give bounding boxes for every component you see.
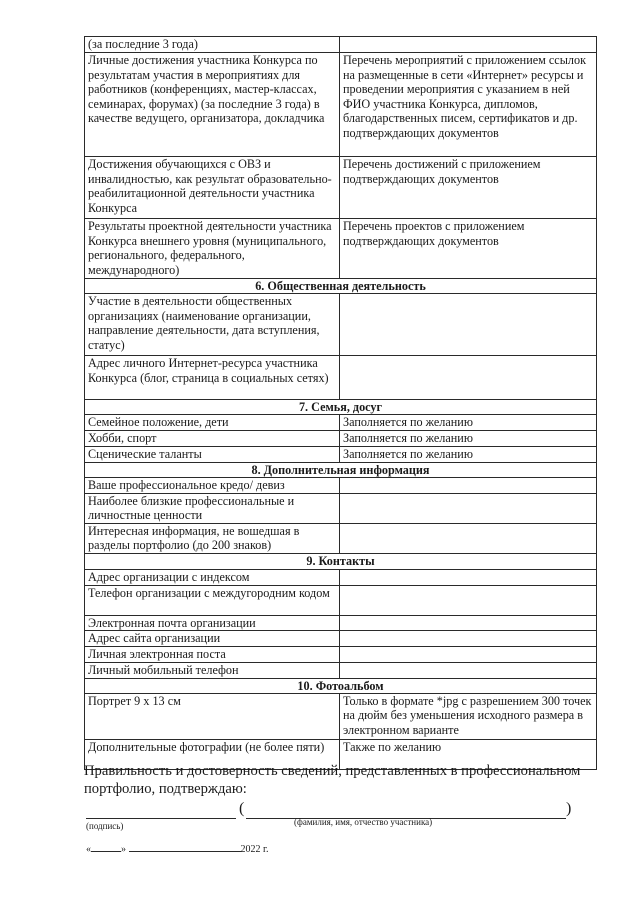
table-row <box>85 569 597 585</box>
criterion-cell: (за последние 3 года) <box>85 37 340 53</box>
requirement-cell: Также по желанию <box>340 739 597 769</box>
section-title: 6. Общественная деятельность <box>85 279 597 294</box>
criterion-cell: Хобби, спорт <box>85 431 340 447</box>
criterion-cell: Адрес организации с индексом <box>85 569 340 585</box>
criterion-cell: Дополнительные фотографии (не более пяти) <box>85 739 340 769</box>
section-header-row <box>85 553 597 569</box>
table-row <box>85 631 597 647</box>
requirement-cell: Заполняется по желанию <box>340 415 597 431</box>
section-header-row <box>85 462 597 477</box>
requirement-cell[interactable] <box>340 631 597 647</box>
section-title: 8. Дополнительная информация <box>85 462 597 477</box>
table-row <box>85 53 597 157</box>
criterion-cell: Достижения обучающихся с ОВЗ и инвалидностью, как результат образовательно- реабилитационной деятельности участника Конкурса <box>85 157 340 219</box>
criterion-cell: Семейное положение, дети <box>85 415 340 431</box>
table-row <box>85 493 597 523</box>
requirement-cell: Только в формате *jpg с разрешением 300 точек на дюйм без уменьшения исходного размера в электронном варианте <box>340 693 597 739</box>
year-text: 2022 г. <box>240 844 269 855</box>
requirement-cell[interactable] <box>340 662 597 678</box>
requirement-cell[interactable] <box>340 493 597 523</box>
requirement-cell[interactable] <box>340 569 597 585</box>
criterion-cell: Телефон организации с междугородним кодом <box>85 585 340 615</box>
table-row <box>85 219 597 279</box>
criterion-cell: Адрес сайта организации <box>85 631 340 647</box>
criterion-cell: Ваше профессиональное кредо/ девиз <box>85 477 340 493</box>
section-title: 9. Контакты <box>85 553 597 569</box>
requirement-cell[interactable] <box>340 356 597 400</box>
table-row <box>85 157 597 219</box>
criterion-cell: Участие в деятельности общественных организациях (наименование организации, направление деятельности, дата вступления, статус) <box>85 294 340 356</box>
full-name-caption: (фамилия, имя, отчество участника) <box>294 817 433 827</box>
table-row <box>85 477 597 493</box>
table-row <box>85 446 597 462</box>
table-row <box>85 647 597 663</box>
criterion-cell: Личная электронная поста <box>85 647 340 663</box>
requirement-cell[interactable] <box>340 585 597 615</box>
table-row <box>85 662 597 678</box>
name-open-paren: ( <box>239 800 245 817</box>
requirement-cell[interactable] <box>340 294 597 356</box>
requirement-cell: Заполняется по желанию <box>340 431 597 447</box>
month-blank[interactable] <box>129 842 241 852</box>
table-row <box>85 523 597 553</box>
day-blank[interactable] <box>91 842 121 852</box>
requirement-cell[interactable] <box>340 523 597 553</box>
section-header-row <box>85 279 597 294</box>
section-header-row <box>85 678 597 693</box>
quote-close: » <box>121 844 126 855</box>
quote-open: « <box>86 844 91 855</box>
portfolio-table-body <box>85 37 597 770</box>
date-line <box>86 842 268 855</box>
table-row <box>85 415 597 431</box>
table-row <box>85 615 597 631</box>
criterion-cell: Личный мобильный телефон <box>85 662 340 678</box>
requirement-cell[interactable] <box>340 615 597 631</box>
requirement-cell: Заполняется по желанию <box>340 446 597 462</box>
criterion-cell: Личные достижения участника Конкурса по результатам участия в мероприятиях для работников (конференциях, мастер-классах, семинарах, форумах) (за последние 3 года) в качестве ведущего, организатора, докладчика <box>85 53 340 157</box>
section-title: 7. Семья, досуг <box>85 400 597 415</box>
section-title: 10. Фотоальбом <box>85 678 597 693</box>
requirement-cell[interactable] <box>340 477 597 493</box>
table-row <box>85 431 597 447</box>
table-row <box>85 356 597 400</box>
requirement-cell[interactable] <box>340 37 597 53</box>
criterion-cell: Электронная почта организации <box>85 615 340 631</box>
section-header-row <box>85 400 597 415</box>
name-close-paren: ) <box>566 800 572 817</box>
criterion-cell: Адрес личного Интернет-ресурса участника Конкурса (блог, страница в социальных сетях) <box>85 356 340 400</box>
requirement-cell[interactable] <box>340 647 597 663</box>
portfolio-table <box>84 36 597 770</box>
requirement-cell: Перечень достижений с приложением подтверждающих документов <box>340 157 597 219</box>
criterion-cell: Интересная информация, не вошедшая в разделы портфолио (до 200 знаков) <box>85 523 340 553</box>
table-row <box>85 294 597 356</box>
criterion-cell: Результаты проектной деятельности участника Конкурса внешнего уровня (муниципального, регионального, федерального, международного) <box>85 219 340 279</box>
table-row <box>85 37 597 53</box>
table-row <box>85 585 597 615</box>
requirement-cell: Перечень проектов с приложением подтверждающих документов <box>340 219 597 279</box>
requirement-cell: Перечень мероприятий с приложением ссылок на размещенные в сети «Интернет» ресурсы и проведении мероприятия с указанием в ней ФИО участника Конкурса, дипломов, благодарственных писем, сертификатов и др. подтверждающих документов <box>340 53 597 157</box>
signature-blank[interactable] <box>86 818 236 819</box>
criterion-cell: Портрет 9 х 13 см <box>85 693 340 739</box>
criterion-cell: Наиболее близкие профессиональные и личностные ценности <box>85 493 340 523</box>
signature-caption: (подпись) <box>86 821 124 831</box>
table-row <box>85 693 597 739</box>
criterion-cell: Сценические таланты <box>85 446 340 462</box>
certification-statement: Правильность и достоверность сведений, представленных в профессиональном портфолио, подтверждаю: <box>84 763 581 797</box>
